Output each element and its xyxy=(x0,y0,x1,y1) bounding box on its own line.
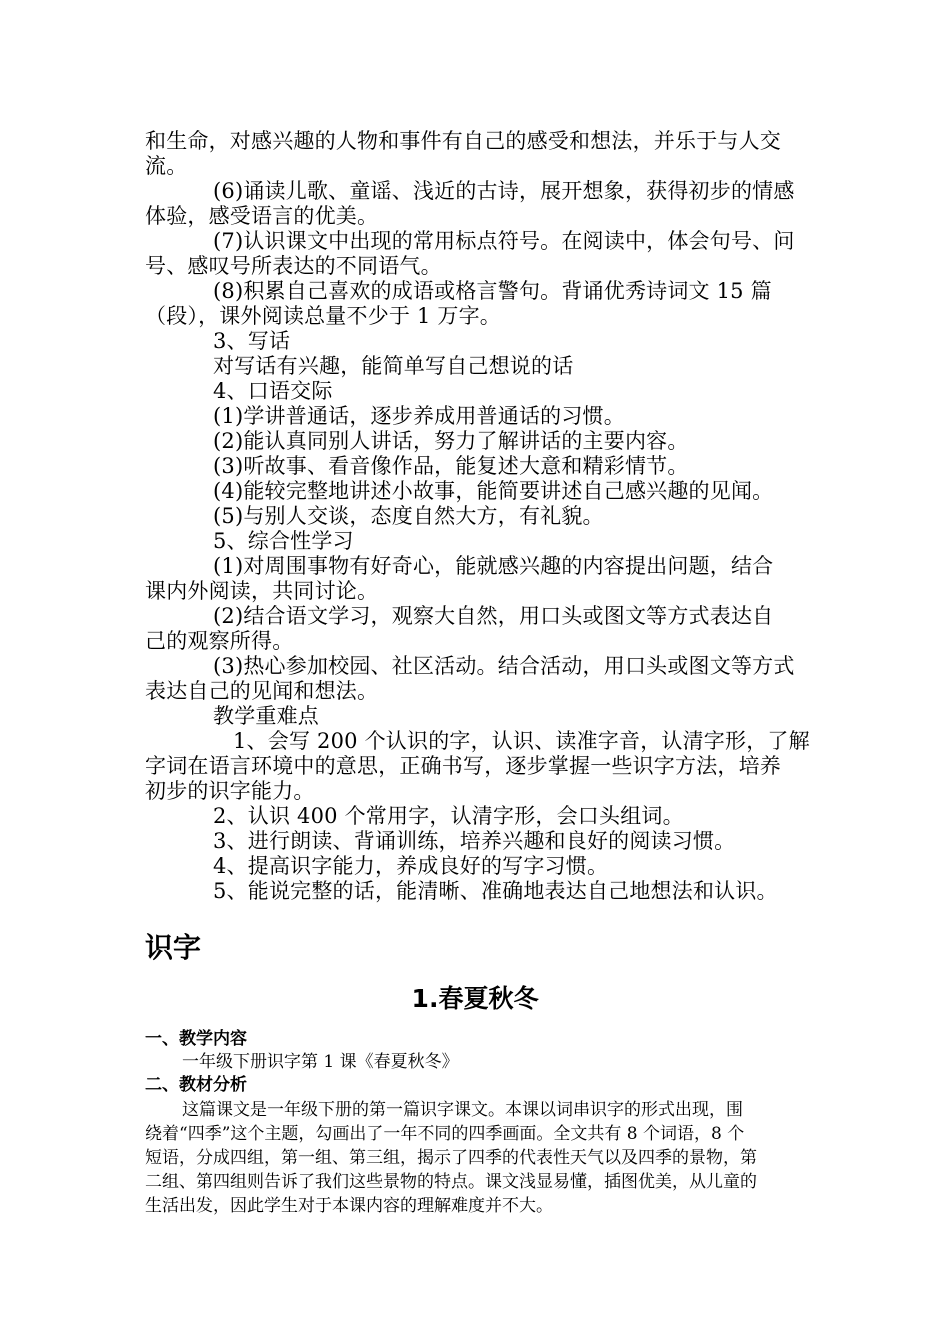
comprehensive-item-2: (2)结合语文学习，观察大自然，用口头或图文等方式表达自 xyxy=(213,604,774,628)
comprehensive-item-1-cont: 课内外阅读，共同讨论。 xyxy=(145,579,379,603)
comprehensive-item-3-cont: 表达自己的见闻和想法。 xyxy=(145,679,379,703)
oral-item: (2)能认真同别人讲话，努力了解讲话的主要内容。 xyxy=(213,429,689,453)
writing-text: 对写话有兴趣，能简单写自己想说的话 xyxy=(213,354,574,378)
oral-item: (3)听故事、看音像作品，能复述大意和精彩情节。 xyxy=(213,454,689,478)
key-point: 2、认识 400 个常用字，认清字形，会口头组词。 xyxy=(213,804,684,828)
oral-item: (4)能较完整地讲述小故事，能简要讲述自己感兴趣的见闻。 xyxy=(213,479,774,503)
reading-item-7: (7)认识课文中出现的常用标点符号。在阅读中，体会句号、问 xyxy=(213,229,795,253)
analysis-line: 短语，分成四组，第一组、第三组，揭示了四季的代表性天气以及四季的景物，第 xyxy=(145,1148,757,1168)
unit-title: 识字 xyxy=(145,931,202,964)
reading-item-7-cont: 号、感叹号所表达的不同语气。 xyxy=(145,254,442,278)
reading-item-8: (8)积累自己喜欢的成语或格言警句。背诵优秀诗词文 15 篇 xyxy=(213,279,772,303)
comprehensive-item-3: (3)热心参加校园、社区活动。结合活动，用口头或图文等方式 xyxy=(213,654,795,678)
reading-item-6-cont: 体验，感受语言的优美。 xyxy=(145,204,379,228)
paragraph-line: 流。 xyxy=(145,154,188,178)
comprehensive-item-1: (1)对周围事物有好奇心，能就感兴趣的内容提出问题，结合 xyxy=(213,554,774,578)
key-point: 3、进行朗读、背诵训练，培养兴趣和良好的阅读习惯。 xyxy=(213,829,736,853)
oral-heading: 4、口语交际 xyxy=(213,379,333,403)
lesson-title: 1.春夏秋冬 xyxy=(411,984,539,1013)
key-point-1: 1、会写 200 个认识的字，认识、读准字音，认清字形，了解 xyxy=(233,729,810,753)
reading-item-8-cont: （段），课外阅读总量不少于 1 万字。 xyxy=(145,304,502,328)
key-point: 4、提高识字能力，养成良好的写字习惯。 xyxy=(213,854,609,878)
analysis-line: 绕着“四季”这个主题，勾画出了一年不同的四季画面。全文共有 8 个词语，8 个 xyxy=(145,1124,745,1144)
writing-heading: 3、写话 xyxy=(213,329,291,353)
section-heading-analysis: 二、教材分析 xyxy=(145,1075,247,1095)
comprehensive-heading: 5、综合性学习 xyxy=(213,529,354,553)
section-content-text: 一年级下册识字第 1 课《春夏秋冬》 xyxy=(182,1052,459,1072)
key-point-1-cont: 字词在语言环境中的意思，正确书写，逐步掌握一些识字方法，培养 xyxy=(145,754,781,778)
key-points-heading: 教学重难点 xyxy=(213,704,319,728)
reading-item-6: (6)诵读儿歌、童谣、浅近的古诗，展开想象，获得初步的情感 xyxy=(213,179,795,203)
oral-item: (5)与别人交谈，态度自然大方，有礼貌。 xyxy=(213,504,604,528)
analysis-line: 这篇课文是一年级下册的第一篇识字课文。本课以词串识字的形式出现，围 xyxy=(182,1100,743,1120)
comprehensive-item-2-cont: 己的观察所得。 xyxy=(145,629,294,653)
oral-item: (1)学讲普通话，逐步养成用普通话的习惯。 xyxy=(213,404,625,428)
paragraph-line: 和生命，对感兴趣的人物和事件有自己的感受和想法，并乐于与人交 xyxy=(145,129,781,153)
key-point-1-cont: 初步的识字能力。 xyxy=(145,779,315,803)
analysis-line: 生活出发，因此学生对于本课内容的理解难度并不大。 xyxy=(145,1196,553,1216)
section-heading-content: 一、教学内容 xyxy=(145,1029,247,1049)
analysis-line: 二组、第四组则告诉了我们这些景物的特点。课文浅显易懂，插图优美，从儿童的 xyxy=(145,1172,757,1192)
key-point: 5、能说完整的话，能清晰、准确地表达自己地想法和认识。 xyxy=(213,879,778,903)
